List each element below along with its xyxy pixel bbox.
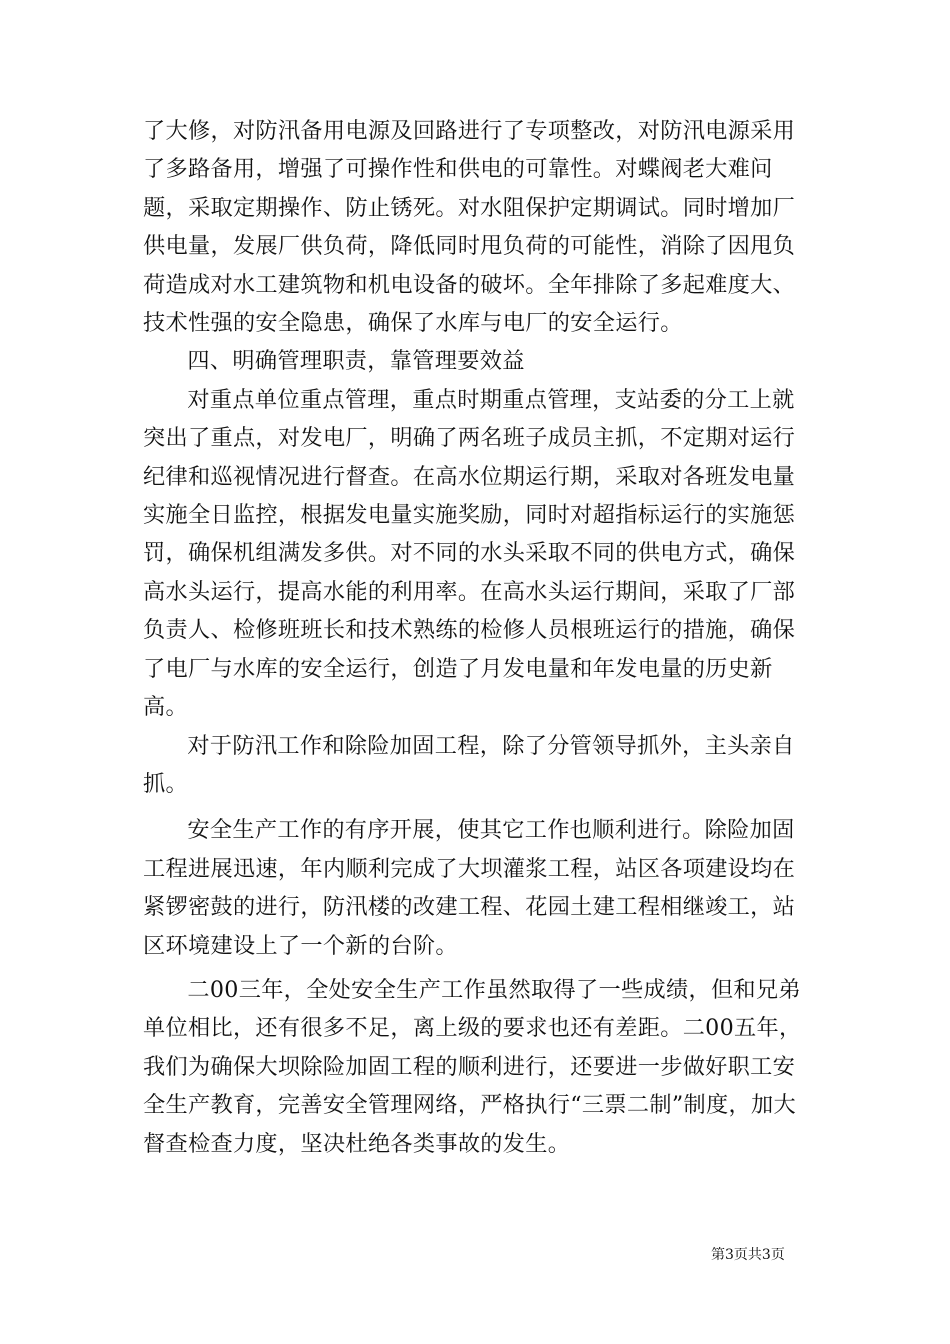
page-number-footer: 第3页共3页 [711, 1247, 785, 1263]
section-heading: 四、明确管理职责，靠管理要效益 [187, 348, 525, 375]
paragraph-management: 对重点单位重点管理，重点时期重点管理，支站委的分工上就突出了重点，对发电厂，明确了两名班子成员主抓，不定期对运行纪律和巡视情况进行督查。在高水位期运行期，采取对各班发电量实施全日监控，根据发电量实施奖励，同时对超指标运行的实施惩罚，确保机组满发多供。对不同的水头采取不同的供电方式，确保高水头运行，提高水能的利用率。在高水头运行期间，采取了厂部负责人、检修班班长和技术熟练的检修人员根班运行的措施，确保了电厂与水库的安全运行，创造了月发电量和年发电量的历史新高。 [143, 386, 796, 721]
paragraph-progress: 安全生产工作的有序开展，使其它工作也顺利进行。除险加固工程进展迅速，年内顺利完成了大坝灌浆工程，站区各项建设均在紧锣密鼓的进行，防汛楼的改建工程、花园土建工程相继竣工，站区环境建设上了一个新的台阶。 [143, 817, 796, 959]
paragraph-continuation: 了大修，对防汛备用电源及回路进行了专项整改，对防汛电源采用了多路备用，增强了可操作性和供电的可靠性。对蝶阀老大难问题，采取定期操作、防止锈死。对水阻保护定期调试。同时增加厂供电量，发展厂供负荷，降低同时甩负荷的可能性，消除了因甩负荷造成对水工建筑物和机电设备的破坏。全年排除了多起难度大、技术性强的安全隐患，确保了水库与电厂的安全运行。 [143, 118, 796, 337]
paragraph-summary: 二00三年，全处安全生产工作虽然取得了一些成绩，但和兄弟单位相比，还有很多不足，离上级的要求也还有差距。二00五年，我们为确保大坝除险加固工程的顺利进行，还要进一步做好职工安全生产教育，完善安全管理网络，严格执行“三票二制”制度，加大督查检查力度，坚决杜绝各类事故的发生。 [143, 976, 802, 1157]
paragraph-flood-control: 对于防汛工作和除险加固工程，除了分管领导抓外，主头亲自抓。 [143, 732, 795, 797]
document-body [143, 112, 817, 1163]
